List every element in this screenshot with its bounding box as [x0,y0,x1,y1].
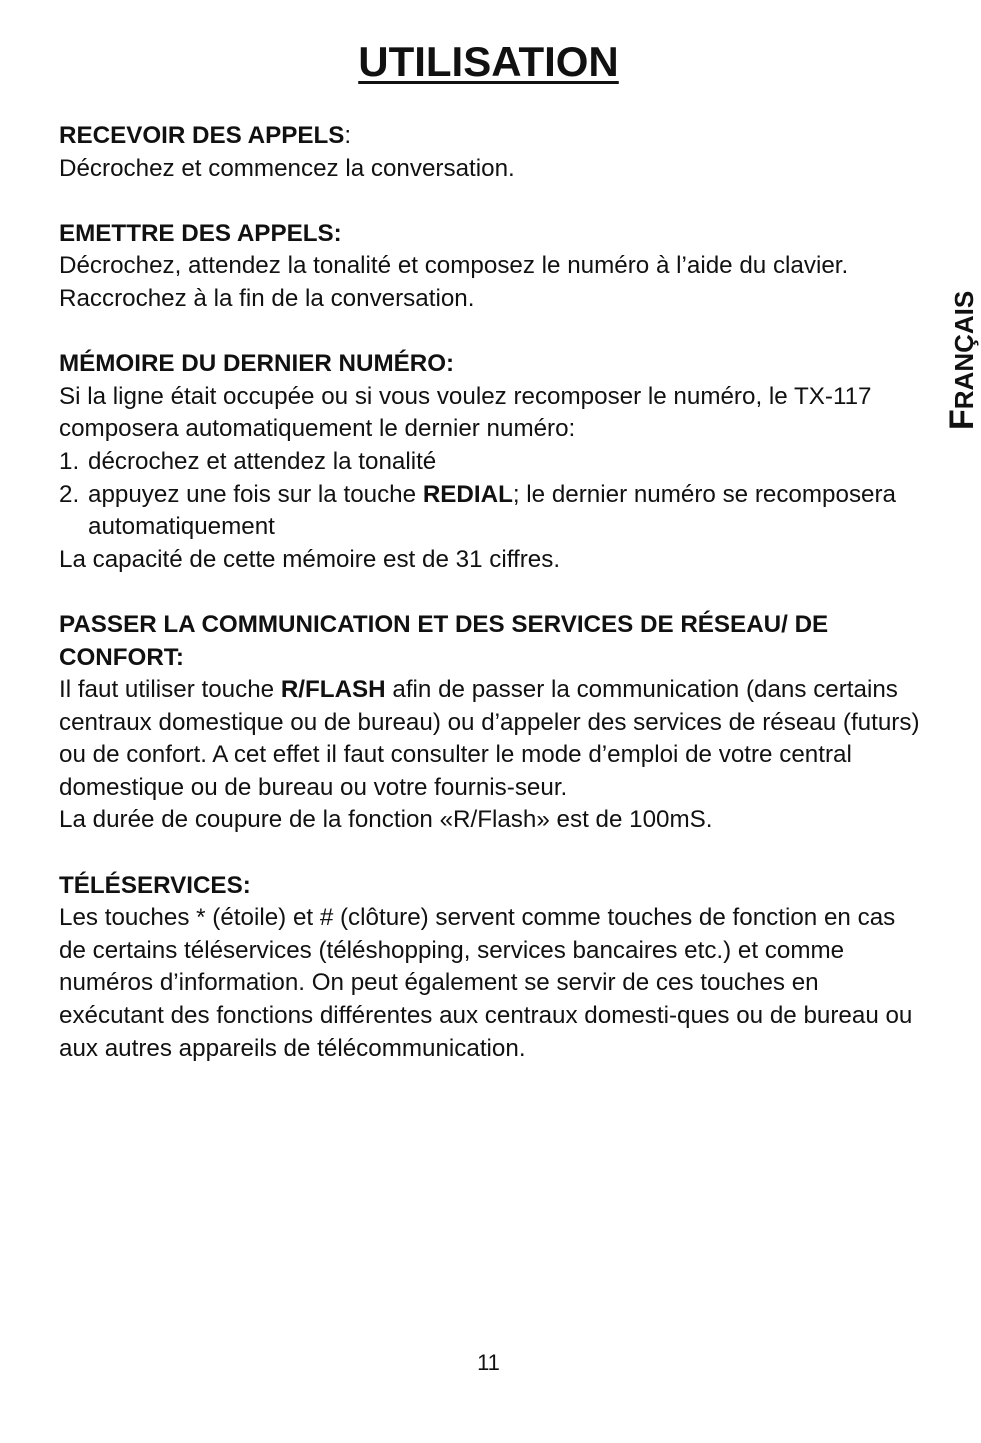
list-text-part: ; le dernier numéro se recomposera automatiquement [88,480,896,541]
language-tab [945,291,979,430]
key-name-rflash: R/FLASH [280,676,386,704]
section-note: La durée de coupure de la fonction «R/Flash» est de 100mS. [59,806,713,834]
section-text: Décrochez, attendez la tonalité et composez le numéro à l’aide du clavier. [59,252,849,280]
section-recevoir [59,120,924,185]
list-item [59,479,924,544]
section-note: La capacité de cette mémoire est de 31 ciffres. [59,545,561,573]
section-memoire [59,348,924,576]
key-name-redial: REDIAL [422,480,513,508]
section-text: Les touches * (étoile) et # (clôture) servent comme touches de fonction en cas de certains téléservices (téléshopping, services bancaires etc.) et comme numéros d’information. On peut également se servir de ces touches en exécutant des fonctions différentes aux centraux domesti-ques ou de bureau ou aux autres appareils de télécommunication. [59,904,913,1062]
section-text: Raccrochez à la fin de la conversation. [59,284,475,312]
section-heading: PASSER LA COMMUNICATION ET DES SERVICES DE RÉSEAU/ DE CONFORT: [59,610,829,671]
section-heading: EMETTRE DES APPELS: [59,219,342,247]
page-title: UTILISATION [358,38,619,85]
section-teleservices [59,870,924,1066]
list-item [59,446,924,479]
text-part: Il faut utiliser touche [59,676,281,704]
list-number: 1. [59,447,80,475]
list-number: 2. [59,480,80,508]
language-tab-rest: RANÇAIS [949,290,979,410]
list-text [88,479,924,544]
text-part: afin de passer la communication (dans certains centraux domestique ou de bureau) ou d’appeler des services de réseau (futurs) ou de confort. A cet effet il faut consulter le mode d’emploi de votre central domestique ou de bureau ou votre fournis-seur. [59,676,920,801]
list-text: décrochez et attendez la tonalité [88,447,437,475]
language-tab-initial: F [943,409,981,430]
page-content [59,120,924,1098]
section-passer [59,609,924,837]
section-heading: RECEVOIR DES APPELS [59,122,345,149]
section-heading: MÉMOIRE DU DERNIER NUMÉRO: [59,350,455,378]
section-text [59,674,924,804]
section-emettre [59,218,924,316]
page-number: 11 [477,1350,500,1375]
section-heading-line [59,120,924,153]
section-text: Décrochez et commencez la conversation. [59,154,515,182]
list-text-part: appuyez une fois sur la touche [88,480,423,508]
heading-colon: : [344,122,352,149]
section-text: Si la ligne était occupée ou si vous voulez recomposer le numéro, le TX-117 composera automatiquement le dernier numéro: [59,382,872,443]
section-heading: TÉLÉSERVICES: [59,871,251,899]
